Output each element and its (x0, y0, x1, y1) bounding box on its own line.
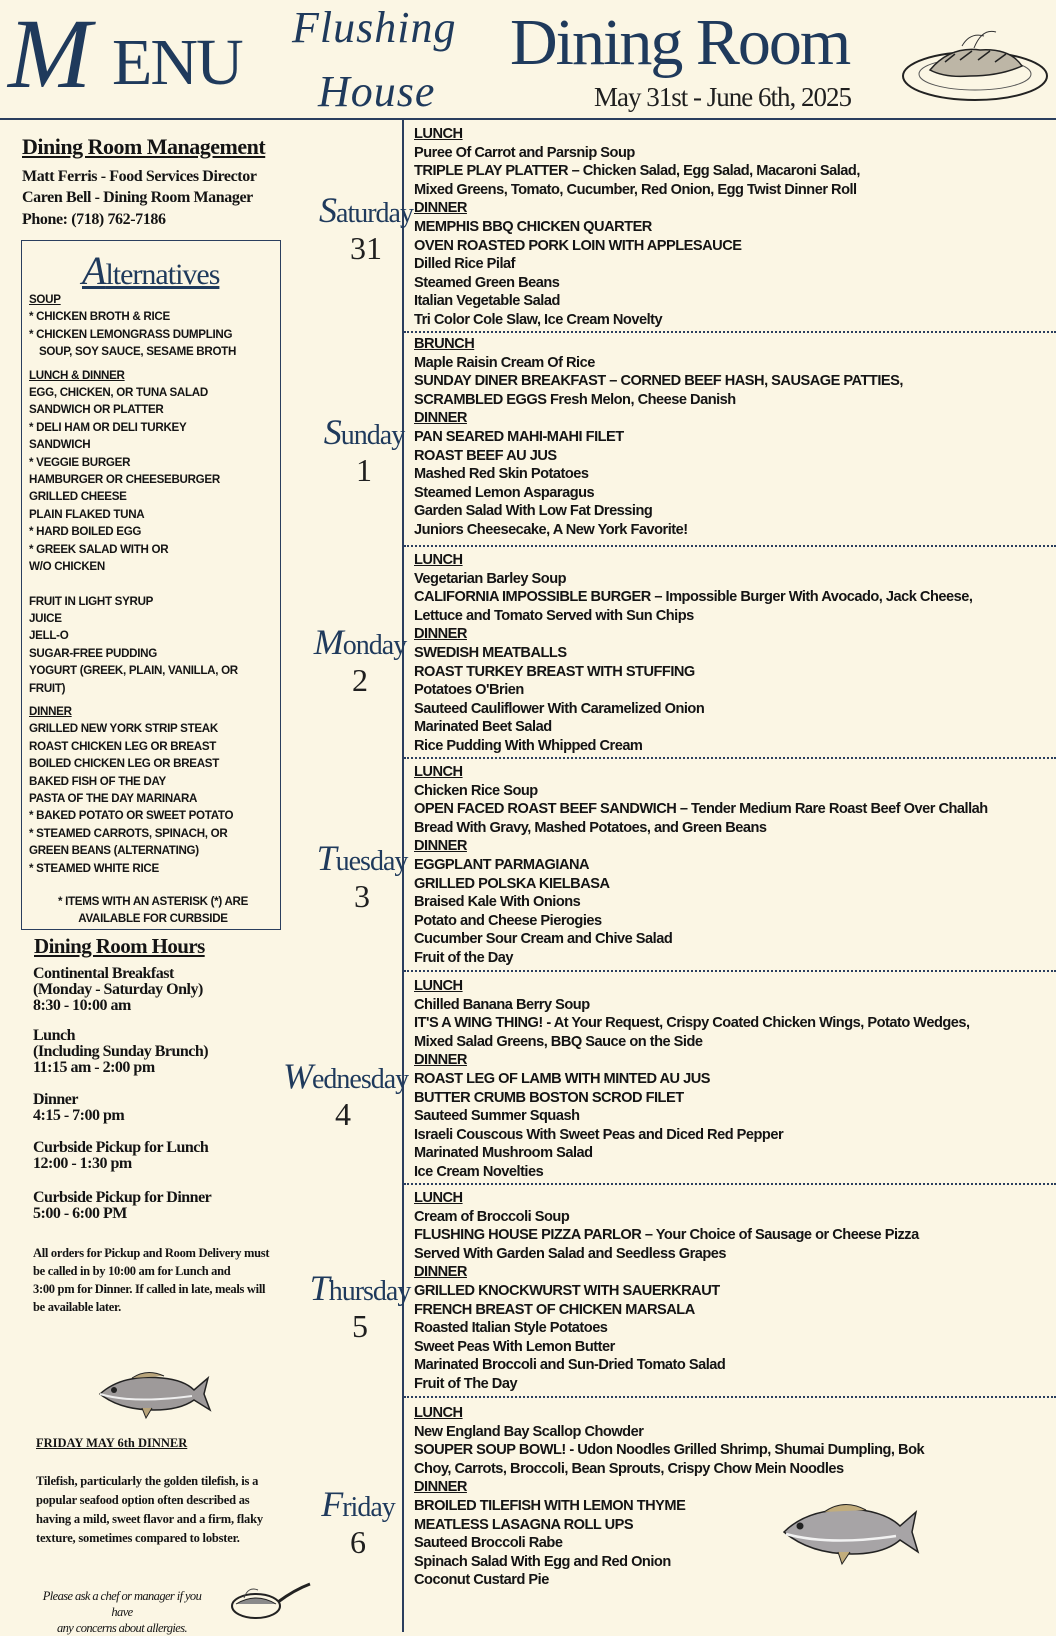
list-item: * DELI HAM OR DELI TURKEY (29, 420, 187, 434)
management-title: Dining Room Management (22, 134, 266, 159)
list-item: SANDWICH (29, 438, 91, 452)
menu-item: IT'S A WING THING! - At Your Request, Crispy Coated Chicken Wings, Potato Wedges, (414, 1015, 970, 1032)
menu-item: Spinach Salad With Egg and Red Onion (414, 1553, 671, 1570)
list-item: * CHICKEN LEMONGRASS DUMPLING (29, 327, 233, 341)
day-separator (404, 545, 1056, 547)
menu-item: SCRAMBLED EGGS Fresh Melon, Cheese Danish (414, 391, 736, 408)
menu-item: Italian Vegetable Salad (414, 293, 560, 310)
menu-item: Coconut Custard Pie (414, 1572, 549, 1589)
hours-time: 8:30 - 10:00 am (33, 997, 131, 1014)
list-item: W/O CHICKEN (29, 560, 105, 574)
menu-item: Fruit of the Day (414, 949, 514, 966)
list-item: BOILED CHICKEN LEG OR BREAST (29, 757, 219, 771)
hours-label: Curbside Pickup for Dinner (33, 1189, 212, 1206)
menu-friday (414, 1404, 1044, 1590)
hours-label: Lunch (33, 1027, 75, 1044)
menu-item: Garden Salad With Low Fat Dressing (414, 503, 653, 520)
list-item: * HARD BOILED EGG (29, 525, 142, 539)
pickup-note-line: be available later. (33, 1300, 121, 1314)
hours-time: 11:15 am - 2:00 pm (33, 1059, 155, 1076)
list-item: FRUIT) (29, 681, 66, 695)
meal-heading: LUNCH (414, 552, 463, 568)
menu-item: Chilled Banana Berry Soup (414, 996, 590, 1013)
menu-item: Mixed Salad Greens, BBQ Sauce on the Side (414, 1033, 703, 1050)
day-name-rest: onday (342, 630, 407, 661)
menu-item: Served With Garden Salad and Seedless Grapes (414, 1245, 727, 1262)
list-item: SUGAR-FREE PUDDING (29, 646, 157, 660)
day-separator (404, 1183, 1056, 1185)
meal-heading: LUNCH (414, 764, 463, 780)
alternatives-list (29, 291, 277, 877)
day-name-rest: ednesday (312, 1064, 409, 1095)
day-number: 2 (352, 662, 368, 698)
allergy-note-line: any concerns about allergies. (56, 1621, 188, 1635)
menu-item: Sweet Peas With Lemon Butter (414, 1338, 615, 1355)
list-item: JELL-O (29, 629, 69, 643)
curbside-note-line: AVAILABLE FOR CURBSIDE (78, 912, 228, 925)
menu-item: Mashed Red Skin Potatoes (414, 466, 589, 483)
hours-label: (Monday - Saturday Only) (33, 981, 203, 998)
list-item: FRUIT IN LIGHT SYRUP (29, 594, 154, 608)
day-name-rest: riday (342, 1492, 395, 1523)
menu-item: Sauteed Summer Squash (414, 1108, 580, 1125)
menu-item: Fruit of The Day (414, 1375, 518, 1392)
day-label-saturday (306, 192, 426, 264)
day-initial: W (283, 1056, 312, 1096)
day-name-rest: hursday (328, 1276, 411, 1307)
menu-item: BROILED TILEFISH WITH LEMON THYME (414, 1497, 686, 1514)
pickup-note (33, 1244, 283, 1316)
menu-item: OPEN FACED ROAST BEEF SANDWICH – Tender Medium Rare Roast Beef Over Challah (414, 801, 988, 818)
menu-item: Steamed Lemon Asparagus (414, 484, 595, 501)
menu-item: Potato and Cheese Pierogies (414, 912, 602, 929)
menu-item: Vegetarian Barley Soup (414, 570, 567, 587)
list-item: GREEN BEANS (ALTERNATING) (29, 844, 199, 858)
menu-item: Cucumber Sour Cream and Chive Salad (414, 931, 673, 948)
friday-feature-line: texture, sometimes compared to lobster. (36, 1531, 240, 1545)
friday-feature-line: Tilefish, particularly the golden tilefish, is a (36, 1474, 259, 1488)
meal-heading: LUNCH (414, 978, 463, 994)
friday-feature-line: having a mild, sweet flavor and a firm, flaky (36, 1512, 263, 1526)
list-item: GRILLED NEW YORK STRIP STEAK (29, 722, 218, 736)
day-initial: S (323, 412, 341, 452)
menu-item: Sauteed Broccoli Rabe (414, 1535, 563, 1552)
day-name-rest: aturday (336, 198, 413, 229)
day-number: 5 (352, 1308, 368, 1344)
list-item: BAKED FISH OF THE DAY (29, 774, 166, 788)
page-header (0, 0, 1056, 120)
menu-item: SWEDISH MEATBALLS (414, 644, 567, 661)
pickup-note-line: be called in by 10:00 am for Lunch and (33, 1264, 231, 1278)
hours-curbside-dinner (33, 1190, 211, 1222)
list-item: * CHICKEN BROTH & RICE (29, 310, 170, 324)
alternatives-title (82, 247, 219, 294)
curbside-note (38, 893, 268, 927)
menu-item: Cream of Broccoli Soup (414, 1208, 570, 1225)
day-label-monday (300, 624, 420, 696)
day-label-friday (298, 1486, 418, 1558)
menu-item: TRIPLE PLAY PLATTER – Chicken Salad, Egg Salad, Macaroni Salad, (414, 163, 860, 180)
list-item: PASTA OF THE DAY MARINARA (29, 791, 198, 805)
list-item: GRILLED CHEESE (29, 490, 127, 504)
alternatives-title-initial: A (82, 248, 106, 293)
menu-item: Sauteed Cauliflower With Caramelized Onion (414, 700, 705, 717)
day-name-rest: uesday (335, 846, 408, 877)
menu-monday (414, 551, 1044, 756)
day-initial: T (316, 838, 336, 878)
day-label-sunday (304, 414, 424, 486)
meal-heading: DINNER (414, 1052, 467, 1069)
menu-item: Lettuce and Tomato Served with Sun Chips (414, 607, 694, 624)
menu-item: Steamed Green Beans (414, 274, 560, 291)
menu-item: GRILLED KNOCKWURST WITH SAUERKRAUT (414, 1282, 720, 1299)
hours-label: Curbside Pickup for Lunch (33, 1139, 209, 1156)
menu-item: Marinated Beet Salad (414, 719, 552, 736)
list-item: HAMBURGER OR CHEESEBURGER (29, 473, 220, 487)
list-item: * STEAMED CARROTS, SPINACH, OR (29, 826, 228, 840)
frying-pan-icon (228, 1576, 312, 1624)
menu-item: Choy, Carrots, Broccoli, Bean Sprouts, Crispy Chow Mein Noodles (414, 1460, 844, 1477)
hours-lunch (33, 1028, 208, 1076)
day-number: 6 (350, 1524, 366, 1560)
hours-time: 12:00 - 1:30 pm (33, 1155, 132, 1172)
day-initial: M (313, 622, 343, 662)
menu-item: Juniors Cheesecake, A New York Favorite! (414, 521, 688, 538)
day-number: 31 (350, 230, 382, 266)
menu-item: Chicken Rice Soup (414, 782, 538, 799)
dining-room-title: Dining Room (510, 6, 850, 79)
menu-item: ROAST BEEF AU JUS (414, 447, 557, 464)
hours-dinner (33, 1092, 124, 1124)
hours-breakfast (33, 966, 203, 1014)
management-line: Caren Bell - Dining Room Manager (22, 189, 253, 206)
list-item: * STEAMED WHITE RICE (29, 861, 159, 875)
hours-time: 4:15 - 7:00 pm (33, 1107, 125, 1124)
menu-item: FRENCH BREAST OF CHICKEN MARSALA (414, 1301, 695, 1318)
list-item: EGG, CHICKEN, OR TUNA SALAD (29, 386, 208, 400)
menu-item: EGGPLANT PARMAGIANA (414, 856, 590, 873)
list-item: ROAST CHICKEN LEG OR BREAST (29, 739, 217, 753)
day-name-rest: unday (340, 420, 405, 451)
meal-heading: DINNER (414, 1479, 467, 1496)
menu-item: Ice Cream Novelties (414, 1163, 544, 1180)
meal-heading: DINNER (414, 200, 467, 217)
menu-item: BUTTER CRUMB BOSTON SCROD FILET (414, 1089, 684, 1106)
menu-item: Tri Color Cole Slaw, Ice Cream Novelty (414, 311, 663, 328)
day-initial: T (309, 1268, 329, 1308)
menu-sunday (414, 335, 1044, 540)
hours-label: Dinner (33, 1091, 78, 1108)
meal-heading: DINNER (414, 626, 467, 643)
management-line: Matt Ferris - Food Services Director (22, 168, 257, 185)
pickup-note-line: 3:00 pm for Dinner. If called in late, meals will (33, 1282, 266, 1296)
menu-item: SOUPER SOUP BOWL! - Udon Noodles Grilled Shrimp, Shumai Dumpling, Bok (414, 1442, 925, 1459)
menu-item: Roasted Italian Style Potatoes (414, 1320, 608, 1337)
list-item: JUICE (29, 611, 62, 625)
meal-heading: LUNCH (414, 1190, 463, 1206)
meal-heading: LUNCH (414, 126, 463, 142)
menu-item: ROAST LEG OF LAMB WITH MINTED AU JUS (414, 1070, 711, 1087)
fish-illustration-icon (92, 1364, 212, 1420)
list-item: PLAIN FLAKED TUNA (29, 507, 145, 521)
menu-item: Bread With Gravy, Mashed Potatoes, and Green Beans (414, 819, 767, 836)
hours-time: 5:00 - 6:00 PM (33, 1205, 127, 1222)
meal-heading: DINNER (414, 1264, 467, 1281)
list-item: * VEGGIE BURGER (29, 455, 131, 469)
allergy-note (34, 1588, 210, 1636)
menu-item: Israeli Couscous With Sweet Peas and Diced Red Pepper (414, 1126, 784, 1143)
menu-item: MEMPHIS BBQ CHICKEN QUARTER (414, 218, 652, 235)
allergy-note-line: Please ask a chef or manager if you have (42, 1589, 202, 1619)
menu-item: Braised Kale With Onions (414, 894, 581, 911)
day-label-wednesday (283, 1056, 409, 1132)
menu-item: Maple Raisin Cream Of Rice (414, 354, 595, 371)
menu-item: New England Bay Scallop Chowder (414, 1423, 644, 1440)
meal-heading: LUNCH (414, 1405, 463, 1421)
hours-curbside-lunch (33, 1140, 208, 1172)
day-separator (404, 970, 1056, 972)
menu-item: OVEN ROASTED PORK LOIN WITH APPLESAUCE (414, 237, 742, 254)
day-initial: S (319, 190, 337, 230)
list-item: * GREEK SALAD WITH OR (29, 542, 169, 556)
meal-heading: DINNER (414, 838, 467, 855)
menu-saturday (414, 125, 1044, 330)
tilefish-illustration-icon (780, 1496, 920, 1566)
meal-heading: DINNER (414, 410, 467, 427)
hours-label: Continental Breakfast (33, 965, 174, 982)
management-phone: Phone: (718) 762-7186 (22, 211, 166, 228)
menu-item: CALIFORNIA IMPOSSIBLE BURGER – Impossible Burger With Avocado, Jack Cheese, (414, 589, 973, 606)
menu-item: ROAST TURKEY BREAST WITH STUFFING (414, 663, 695, 680)
house-title: House (318, 67, 436, 116)
day-label-tuesday (302, 840, 422, 912)
list-item: * BAKED POTATO OR SWEET POTATO (29, 809, 234, 823)
plate-illustration-icon (900, 26, 1050, 104)
menu-item: Puree Of Carrot and Parsnip Soup (414, 144, 635, 161)
alternatives-box (21, 240, 281, 930)
list-item: SANDWICH OR PLATTER (29, 403, 164, 417)
menu-item: Potatoes O'Brien (414, 682, 524, 699)
menu-item: FLUSHING HOUSE PIZZA PARLOR – Your Choice of Sausage or Cheese Pizza (414, 1227, 919, 1244)
menu-item: Rice Pudding With Whipped Cream (414, 737, 643, 754)
menu-item: SUNDAY DINER BREAKFAST – CORNED BEEF HASH, SAUSAGE PATTIES, (414, 373, 903, 390)
day-initial: F (321, 1484, 343, 1524)
list-item: SOUP, SOY SAUCE, SESAME BROTH (39, 345, 237, 359)
alternatives-title-rest: lternatives (105, 258, 220, 291)
menu-wednesday (414, 977, 1044, 1182)
menu-item: Dilled Rice Pilaf (414, 256, 515, 273)
menu-item: Marinated Mushroom Salad (414, 1145, 593, 1162)
day-number: 4 (335, 1096, 351, 1132)
menu-tuesday (414, 763, 1044, 968)
lunch-dinner-heading: LUNCH & DINNER (29, 368, 125, 382)
menu-item: Marinated Broccoli and Sun-Dried Tomato Salad (414, 1357, 726, 1374)
menu-item: MEATLESS LASAGNA ROLL UPS (414, 1516, 634, 1533)
soup-heading: SOUP (29, 293, 61, 306)
day-number: 1 (356, 452, 372, 488)
day-label-thursday (300, 1270, 420, 1342)
day-separator (404, 1396, 1056, 1398)
list-item: YOGURT (GREEK, PLAIN, VANILLA, OR (29, 664, 238, 678)
meal-heading: BRUNCH (414, 336, 475, 352)
menu-item: Mixed Greens, Tomato, Cucumber, Red Onion, Egg Twist Dinner Roll (414, 181, 857, 198)
hours-label: (Including Sunday Brunch) (33, 1043, 209, 1060)
friday-feature-title: FRIDAY MAY 6th DINNER (36, 1436, 188, 1450)
day-number: 3 (354, 878, 370, 914)
menu-item: GRILLED POLSKA KIELBASA (414, 875, 610, 892)
dinner-heading: DINNER (29, 704, 72, 718)
menu-title-initial: M (8, 0, 92, 109)
menu-thursday (414, 1189, 1044, 1394)
menu-item: PAN SEARED MAHI-MAHI FILET (414, 428, 624, 445)
date-range: May 31st - June 6th, 2025 (594, 82, 851, 112)
hours-title: Dining Room Hours (34, 934, 205, 958)
curbside-note-line: * ITEMS WITH AN ASTERISK (*) ARE (57, 895, 249, 908)
menu-title-rest: ENU (112, 26, 242, 99)
friday-feature-line: popular seafood option often described as (36, 1493, 250, 1507)
flushing-title: Flushing (292, 3, 457, 52)
pickup-note-line: All orders for Pickup and Room Delivery must (33, 1246, 270, 1260)
friday-feature-text (36, 1472, 286, 1548)
day-separator (404, 331, 1056, 333)
day-separator (404, 757, 1056, 759)
